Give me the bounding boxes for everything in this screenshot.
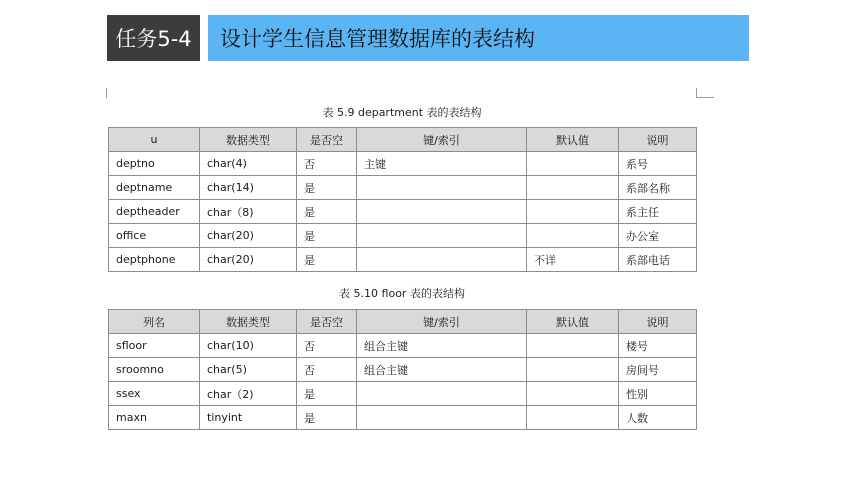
table-cell [357,248,527,272]
table-row [109,334,697,358]
table-row [109,176,697,200]
table-cell: char（8) [200,200,297,224]
table-cell: deptno [109,152,200,176]
table-caption-floor: 表 5.10 floor 表的表结构 [339,287,465,300]
table-cell: sfloor [109,334,200,358]
table-row [109,200,697,224]
table-cell: char(4) [200,152,297,176]
table-cell: 办公室 [619,224,697,248]
table-cell: char(5) [200,358,297,382]
task-badge: 任务5-4 [107,15,200,61]
table-cell: sroomno [109,358,200,382]
table-cell [357,200,527,224]
table-caption-department: 表 5.9 department 表的表结构 [322,106,482,119]
table-row [109,224,697,248]
table-cell [527,200,619,224]
table-cell: 是 [297,248,357,272]
column-header: 数据类型 [200,310,297,334]
table-cell: 系部名称 [619,176,697,200]
crop-mark-left [106,88,107,98]
table-cell: 系部电话 [619,248,697,272]
table-cell [357,382,527,406]
column-header: 默认值 [527,310,619,334]
table-cell: 否 [297,152,357,176]
table-cell: char(14) [200,176,297,200]
table-cell: 是 [297,224,357,248]
table-cell: tinyint [200,406,297,430]
table-cell: 是 [297,176,357,200]
column-header: 列名 [109,310,200,334]
table-cell [357,176,527,200]
column-header: 键/索引 [357,128,527,152]
table-cell [527,406,619,430]
floor-structure-table [108,309,697,430]
column-header: 数据类型 [200,128,297,152]
table-cell: 是 [297,200,357,224]
table-cell [527,176,619,200]
table-cell: char(20) [200,248,297,272]
table-cell: office [109,224,200,248]
table-cell: 组合主键 [357,334,527,358]
column-header: 说明 [619,128,697,152]
table-cell: 是 [297,382,357,406]
table-cell: 系主任 [619,200,697,224]
table-cell: char（2) [200,382,297,406]
table-cell: 性别 [619,382,697,406]
column-header: 键/索引 [357,310,527,334]
table-cell [357,224,527,248]
table-cell: ssex [109,382,200,406]
column-header: 默认值 [527,128,619,152]
table-row [109,382,697,406]
table-cell [527,382,619,406]
column-header: 是否空 [297,310,357,334]
table-cell: 组合主键 [357,358,527,382]
table-row [109,406,697,430]
table-cell: 否 [297,358,357,382]
table-cell [527,224,619,248]
table-row [109,152,697,176]
table-cell: deptname [109,176,200,200]
table-cell: 是 [297,406,357,430]
table-cell [527,334,619,358]
page-title: 设计学生信息管理数据库的表结构 [208,15,749,61]
table-cell [527,152,619,176]
column-header: u [109,128,200,152]
table-cell: deptheader [109,200,200,224]
table-cell: char(20) [200,224,297,248]
table-cell: 人数 [619,406,697,430]
table-cell: 楼号 [619,334,697,358]
table-cell: 否 [297,334,357,358]
table-cell: char(10) [200,334,297,358]
table-row [109,248,697,272]
column-header: 说明 [619,310,697,334]
table-cell: 不详 [527,248,619,272]
table-row [109,358,697,382]
department-structure-table [108,127,697,272]
table-cell: 主键 [357,152,527,176]
table-cell [527,358,619,382]
column-header: 是否空 [297,128,357,152]
table-cell: 系号 [619,152,697,176]
crop-mark-right [696,88,714,98]
table-cell: 房间号 [619,358,697,382]
table-header-row [109,310,697,334]
table-cell [357,406,527,430]
table-cell: maxn [109,406,200,430]
table-cell: deptphone [109,248,200,272]
table-header-row [109,128,697,152]
